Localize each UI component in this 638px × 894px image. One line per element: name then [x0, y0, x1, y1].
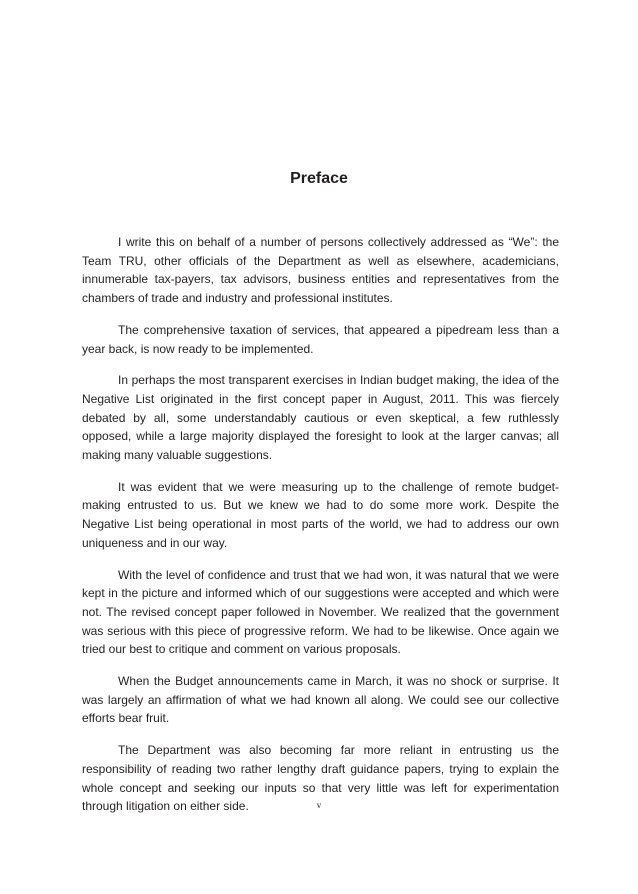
- paragraph-7: The Department was also becoming far more reliant in entrusting us the responsibility of reading two rather lengthy draft guidance papers, trying to explain the whole concept and seeking our inputs so that very little was left for experimentation through litigation on either side.: [82, 743, 559, 814]
- body-text: [82, 233, 559, 829]
- paragraph-4: It was evident that we were measuring up to the challenge of remote budget-making entrusted to us. But we knew we had to do some more work. Despite the Negative List being operational in most parts of the world, we had to address our own uniqueness and in our way.: [82, 479, 559, 550]
- paragraph-3: In perhaps the most transparent exercises in Indian budget making, the idea of the Negative List originated in the first concept paper in August, 2011. This was fiercely debated by all, some understandably cautious or even skeptical, a few ruthlessly opposed, while a large majority displayed the foresight to look at the larger canvas; all making many valuable suggestions.: [82, 373, 559, 463]
- page-number: v: [316, 800, 322, 810]
- paragraph-5: With the level of confidence and trust that we had won, it was natural that we were kept in the picture and informed which of our suggestions were accepted and which were not. The revised concept paper followed in November. We realized that the government was serious with this piece of progressive reform. We had to be likewise. Once again we tried our best to critique and comment on various proposals.: [82, 567, 559, 657]
- paragraph-2: The comprehensive taxation of services, that appeared a pipedream less than a year back, is now ready to be implemented.: [82, 322, 559, 356]
- paragraph-6: When the Budget announcements came in March, it was no shock or surprise. It was largely an affirmation of what we had known all along. We could see our collective efforts bear fruit.: [82, 674, 559, 726]
- paragraph-1: I write this on behalf of a number of persons collectively addressed as “We”: the Team TRU, other officials of the Department as well as elsewhere, academicians, innumerable tax-payers, tax advisors, business entities and representatives from the chambers of trade and industry and professional institutes.: [82, 235, 559, 306]
- page-title: Preface: [290, 170, 348, 187]
